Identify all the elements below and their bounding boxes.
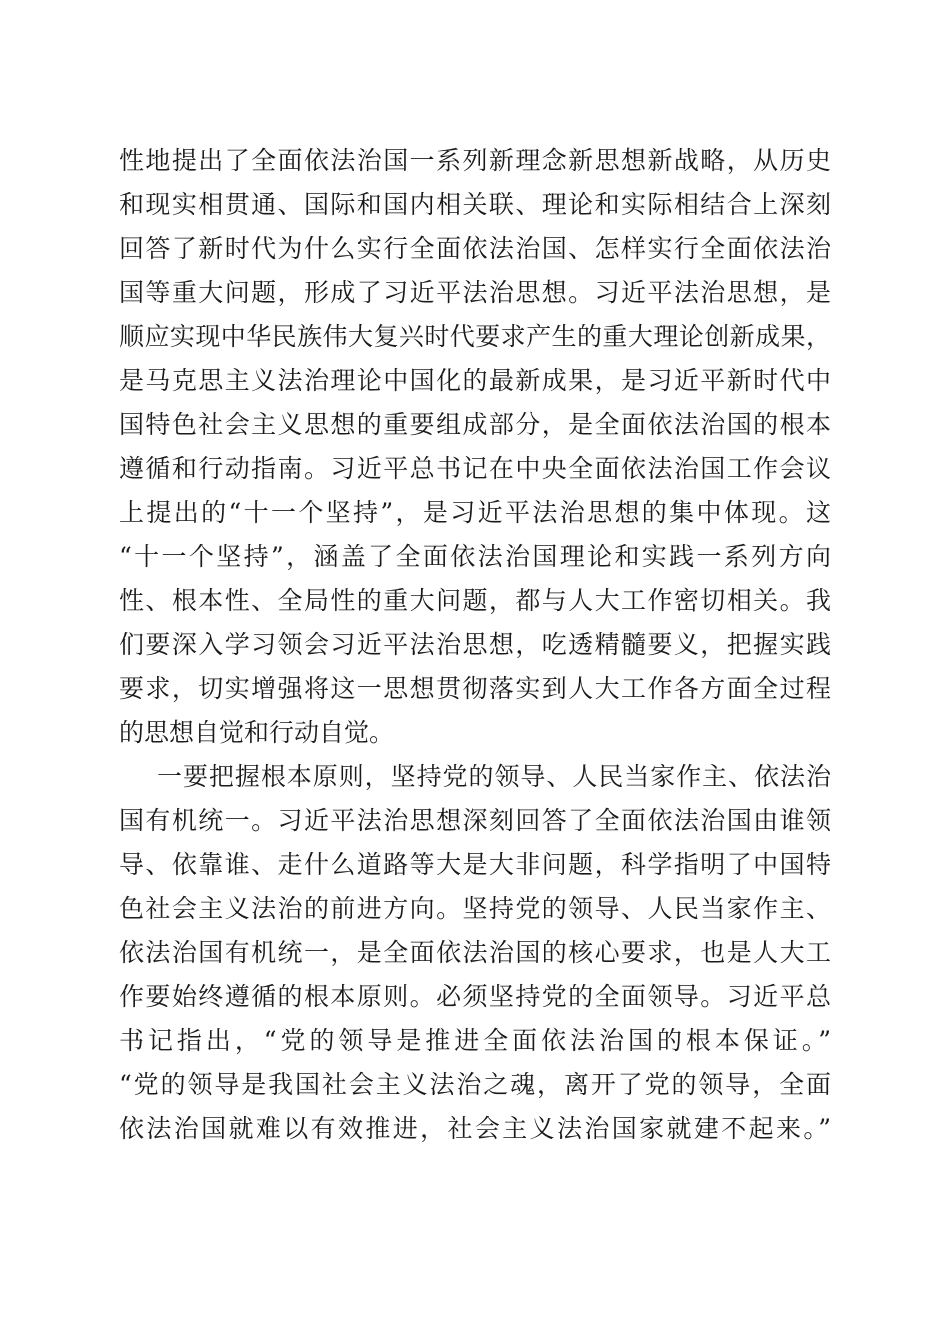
text-line: “十一个坚持”，涵盖了全面依法治国理论和实践一系列方向 (119, 542, 831, 571)
text-line: 一要把握根本原则，坚持党的领导、人民当家作主、依法治 (157, 762, 831, 791)
text-line: 导、依靠谁、走什么道路等大是大非问题，科学指明了中国特 (119, 850, 831, 879)
text-line: 是马克思主义法治理论中国化的最新成果，是习近平新时代中 (119, 366, 831, 395)
text-line: 色社会主义法治的前进方向。坚持党的领导、人民当家作主、 (119, 894, 831, 923)
text-line: 的思想自觉和行动自觉。 (119, 718, 395, 747)
text-line: 性地提出了全面依法治国一系列新理念新思想新战略，从历史 (119, 146, 831, 175)
text-line: 国特色社会主义思想的重要组成部分，是全面依法治国的根本 (119, 410, 831, 439)
text-line: 书记指出，“党的领导是推进全面依法治国的根本保证。” (119, 1026, 831, 1055)
text-line: 国等重大问题，形成了习近平法治思想。习近平法治思想，是 (119, 278, 831, 307)
text-line: 们要深入学习领会习近平法治思想，吃透精髓要义，把握实践 (119, 630, 831, 659)
text-line: 国有机统一。习近平法治思想深刻回答了全面依法治国由谁领 (119, 806, 831, 835)
text-line: “党的领导是我国社会主义法治之魂，离开了党的领导，全面 (119, 1070, 831, 1099)
text-line: 依法治国就难以有效推进，社会主义法治国家就建不起来。” (119, 1114, 831, 1143)
paragraph-1 (119, 139, 831, 755)
text-line: 依法治国有机统一，是全面依法治国的核心要求，也是人大工 (119, 938, 831, 967)
text-line: 作要始终遵循的根本原则。必须坚持党的全面领导。习近平总 (119, 982, 831, 1011)
text-line: 和现实相贯通、国际和国内相关联、理论和实际相结合上深刻 (119, 190, 831, 219)
text-line: 上提出的“十一个坚持”，是习近平法治思想的集中体现。这 (119, 498, 831, 527)
paragraph-2 (119, 755, 831, 1151)
text-line: 遵循和行动指南。习近平总书记在中央全面依法治国工作会议 (119, 454, 831, 483)
text-line: 性、根本性、全局性的重大问题，都与人大工作密切相关。我 (119, 586, 831, 615)
text-line: 要求，切实增强将这一思想贯彻落实到人大工作各方面全过程 (119, 674, 831, 703)
document-body (119, 139, 831, 1151)
text-line: 回答了新时代为什么实行全面依法治国、怎样实行全面依法治 (119, 234, 831, 263)
text-line: 顺应实现中华民族伟大复兴时代要求产生的重大理论创新成果， (119, 322, 831, 351)
